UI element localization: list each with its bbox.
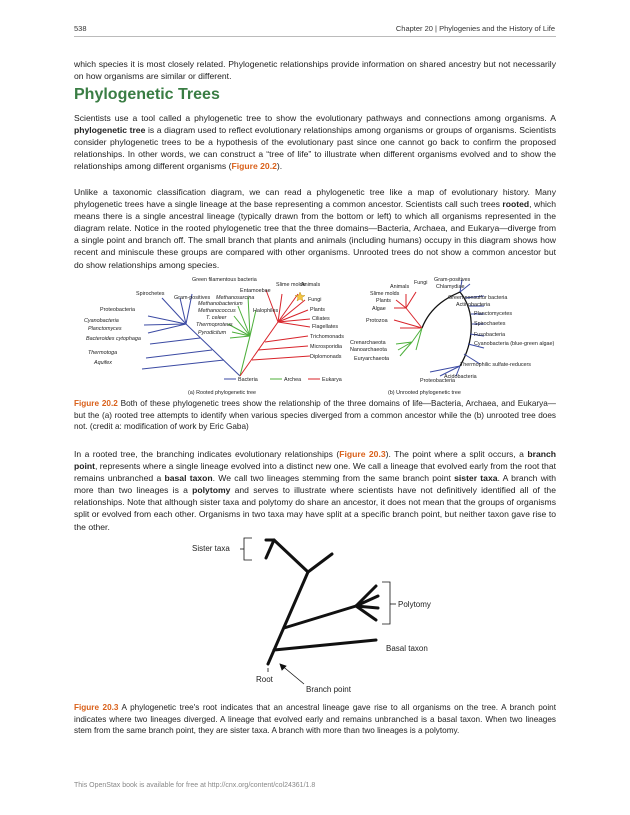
basal-taxon-branch	[274, 640, 376, 650]
label-u-spirochaetes: Spirochaetes	[474, 321, 506, 327]
label-u-fungi: Fungi	[414, 280, 428, 286]
unrooted-caption: (b) Unrooted phylogenetic tree	[388, 390, 461, 396]
label-entamoebae: Entamoebae	[240, 288, 271, 294]
annotation-brackets	[240, 538, 396, 684]
label-branch-point: Branch point	[306, 685, 351, 694]
label-ciliates: Ciliates	[312, 316, 330, 322]
label-u-proteobacteria: Proteobacteria	[420, 378, 456, 384]
chapter-header: Chapter 20 | Phylogenies and the History of Life	[395, 24, 555, 33]
unrooted-tree-labels	[350, 277, 555, 396]
label-proteobacteria: Proteobacteria	[100, 307, 136, 313]
label-diplomonads: Diplomonads	[310, 354, 342, 360]
page-number: 538	[74, 24, 87, 33]
label-thermoproteus: Thermoproteus	[196, 322, 233, 328]
label-cyanobacteria: Cyanobacteria	[84, 318, 119, 324]
figure-20-3-link[interactable]: Figure 20.3	[339, 449, 386, 459]
paragraph-3: In a rooted tree, the branching indicates evolutionary relationships (Figure 20.3). The point where a split occurs, a branch point, represents where a single lineage evolved into a distinct new one. We call a lineage that evolved early from the root that remains unbranched a basal taxon. We call two lineages stemming from the same branch point sister taxa. A branch with more than two lineages is a polytomy and serves to illustrate where scientists have not definitively identified all of the relationships. Note that although sister taxa and polytomy do share an ancestor, it does not mean that the groups of organisms split or evolved from each other. Organisms in two taxa may have split at a specific branch point, but neither taxon gave rise to the other.	[74, 449, 556, 532]
label-gram-positives: Gram-positives	[174, 295, 211, 301]
label-basal-taxon: Basal taxon	[386, 644, 428, 653]
legend-eukarya: Eukarya	[322, 377, 342, 383]
label-t-celeer: T. celeer	[206, 315, 227, 321]
label-u-green-nonsulfur: Green nonsulfur bacteria	[448, 295, 508, 301]
polytomy-stem	[284, 606, 356, 628]
label-u-plants: Plants	[376, 298, 391, 304]
figure-20-2-caption: Figure 20.2 Both of these phylogenetic trees show the relationship of the three domains of life—Bacteria, Archaea, and Eukarya—but the (a) rooted tree attempts to identify when various species diverged from a common ancestor while the (b) unrooted tree does not. (credit a: modification of work by Eric Gaba)	[74, 399, 556, 432]
sister-stem	[274, 540, 308, 572]
label-methanococcus: Methanococcus	[198, 308, 236, 314]
label-trichomonads: Trichomonads	[310, 334, 344, 340]
label-flagellates: Flagellates	[312, 324, 339, 330]
rooted-caption: (a) Rooted phylogenetic tree	[188, 390, 257, 396]
rooted-tree-labels	[84, 277, 344, 366]
label-u-fusobacteria: Fusobacteria	[474, 332, 506, 338]
sister-taxon-b	[266, 540, 274, 558]
unrooted-eukarya	[394, 292, 422, 328]
legend-bacteria: Bacteria	[238, 377, 258, 383]
header-rule	[74, 36, 556, 37]
paragraph-1: Scientists use a tool called a phylogenetic tree to show the evolutionary pathways and connections among organisms. A phylogenetic tree is a diagram used to reflect evolutionary relationships among organisms or groups of organisms. Scientists consider phylogenetic trees to be a hypothesis of the evolutionary past since one cannot go back to confirm the proposed relationships. In other words, we can construct a “tree of life” to illustrate when different organisms evolved and to show the relationships among different organisms (Figure 20.2).	[74, 113, 556, 172]
label-bacteroides: Bacteroides cytophaga	[86, 336, 141, 342]
label-u-algae: Algae	[372, 306, 386, 312]
label-u-crenarchaeota: Crenarchaeota	[350, 340, 386, 346]
label-spirochetes: Spirochetes	[136, 291, 165, 297]
you-are-here-star-icon	[295, 292, 305, 301]
term-polytomy: polytomy	[192, 485, 231, 496]
label-microsporidia: Microsporidia	[310, 344, 343, 350]
label-u-acidobacteria: Acidobacteria	[444, 374, 477, 380]
label-sister-taxa: Sister taxa	[192, 544, 230, 553]
section-title: Phylogenetic Trees	[74, 86, 220, 103]
term-branch-point: branch point	[74, 449, 556, 472]
tree-lines	[266, 540, 378, 664]
unrooted-archaea	[396, 328, 422, 356]
label-u-planctomycetes: Planctomycetes	[474, 311, 513, 317]
label-green-filamentous: Green filamentous bacteria	[192, 277, 257, 283]
term-basal-taxon: basal taxon	[164, 473, 213, 484]
label-u-euryarchaeota: Euryarchaeota	[354, 356, 390, 362]
sister-taxa-bracket	[244, 538, 252, 560]
label-slime-molds: Slime molds	[276, 282, 306, 288]
label-u-gram-positives: Gram-positives	[434, 277, 471, 283]
term-sister-taxa: sister taxa	[454, 473, 498, 484]
figure-20-3	[180, 532, 470, 702]
polytomy-bracket	[382, 582, 390, 624]
label-methanosarcina: Methanosarcina	[216, 295, 255, 301]
label-u-protozoa: Protozoa	[366, 318, 388, 324]
figure-20-2	[84, 272, 555, 400]
label-fungi: Fungi	[308, 297, 322, 303]
intro-paragraph: which species it is most closely related. Phylogenetic relationships provide information on shared ancestry but not necessarily on how organisms are similar or different.	[74, 59, 556, 82]
label-aquifex: Aquifex	[94, 360, 112, 366]
label-u-chlamydiae: Chlamydiae	[436, 284, 465, 290]
label-u-animals: Animals	[390, 284, 410, 290]
label-u-cyanobacteria: Cyanobacteria (blue-green algae)	[474, 341, 555, 347]
label-animals: Animals	[301, 282, 321, 288]
footer-note: This OpenStax book is available for free at http://cnx.org/content/col24361/1.8	[74, 782, 316, 789]
label-u-actinobacteria: Actinobacteria	[456, 302, 491, 308]
label-u-nanoarchaeota: Nanoarchaeota	[350, 347, 387, 353]
legend-archea: Archea	[284, 377, 302, 383]
label-thermotoga: Thermotoga	[88, 350, 118, 356]
label-plants: Plants	[310, 307, 325, 313]
label-u-thermophilic: Thermophilic sulfate-reducers	[460, 362, 532, 368]
term-rooted: rooted	[502, 199, 530, 210]
paragraph-2: Unlike a taxonomic classification diagram, we can read a phylogenetic tree like a map of evolutionary history. Many phylogenetic trees have a single lineage at the base representing a common ancestor. Scientists call such trees rooted, which means there is a single ancestral lineage (typically drawn from the bottom or left) to which all organisms represented in the diagram relate. Notice in the rooted phylogenetic tree that the three domains—Bacteria, Archaea, and Eukarya—diverge from a single point and branch off. The small branch that plants and animals (including humans) occupy in this diagram shows how recent and miniscule these groups are compared with other organisms. Unrooted trees do not show a common ancestor but do show relationships among species.	[74, 187, 556, 270]
label-root: Root	[256, 675, 273, 684]
upper-branch	[308, 554, 332, 572]
label-pyrodicitum: Pyrodicitum	[198, 330, 227, 336]
term-phylogenetic-tree: phylogenetic tree	[74, 125, 146, 136]
figure-20-2-link[interactable]: Figure 20.2	[231, 161, 277, 172]
label-polytomy: Polytomy	[398, 600, 431, 609]
label-u-slime-molds: Slime molds	[370, 291, 400, 297]
figure-20-3-caption: Figure 20.3 A phylogenetic tree's root indicates that an ancestral lineage gave rise to all organisms on the tree. A branch point indicates where two lineages diverged. A lineage that evolved early and remains unbranched is a basal taxon. When two lineages stem from the same branch point, they are sister taxa. A branch with more than two lineages is a polytomy.	[74, 703, 556, 736]
rooted-legend	[188, 377, 342, 396]
label-methanobacterium: Methanobacterium	[198, 301, 243, 307]
label-halophiles: Halophiles	[253, 308, 279, 314]
label-planctomyces: Planctomyces	[88, 326, 122, 332]
